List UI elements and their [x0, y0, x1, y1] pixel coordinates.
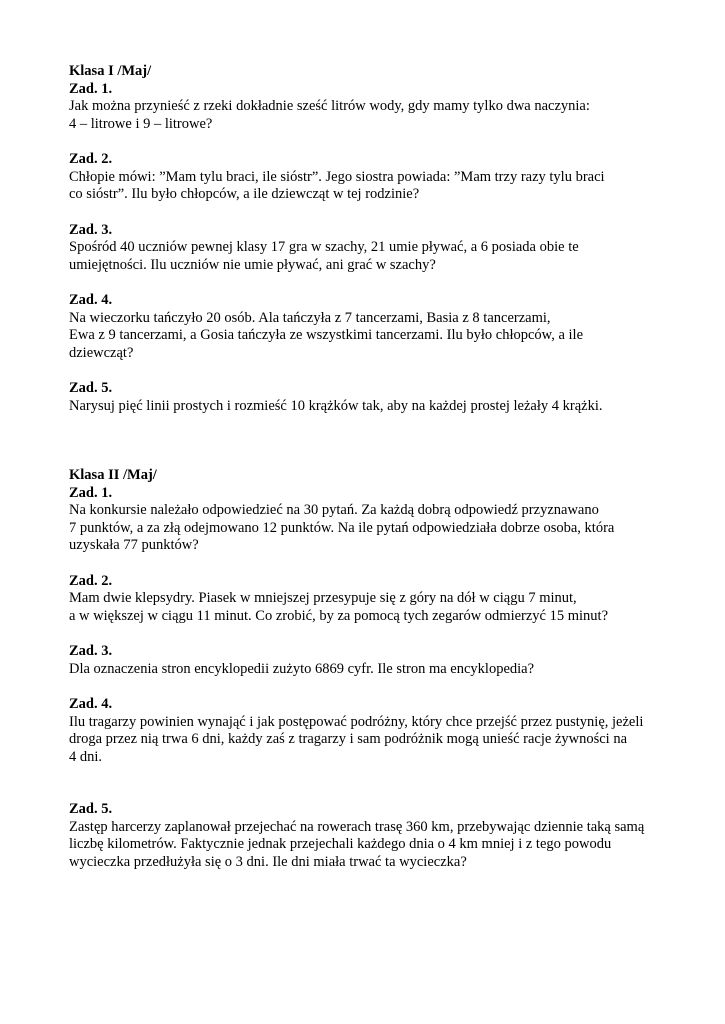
task-text-line: Na konkursie należało odpowiedzieć na 30 pytań. Za każdą dobrą odpowiedź przyznawano [69, 502, 599, 518]
task-text-line: Chłopie mówi: ”Mam tylu braci, ile sióstr”. Jego siostra powiada: ”Mam trzy razy tylu braci [69, 168, 605, 185]
task-title: Zad. 5. [69, 801, 113, 817]
task-text-line: 7 punktów, a za złą odejmowano 12 punktów. Na ile pytań odpowiedziała dobrze osoba, która [69, 519, 615, 536]
task-title: Zad. 2. [69, 572, 113, 589]
task-2 [69, 573, 669, 626]
task-text-line: Zastęp harcerzy zaplanował przejechać na rowerach trasę 360 km, przebywając dziennie taką samą [69, 818, 645, 835]
task-4 [69, 696, 669, 766]
task-text-line: Mam dwie klepsydry. Piasek w mniejszej przesypuje się z góry na dół w ciągu 7 minut, [69, 590, 577, 606]
document-page [69, 63, 669, 889]
task-text-line: Spośród 40 uczniów pewnej klasy 17 gra w szachy, 21 umie pływać, a 6 posiada obie te [69, 239, 579, 255]
task-text-line: Dla oznaczenia stron encyklopedii zużyto 6869 cyfr. Ile stron ma encyklopedia? [69, 660, 535, 677]
section-klasa-1 [69, 63, 669, 415]
task-title: Zad. 4. [69, 696, 113, 712]
task-4 [69, 292, 669, 362]
section-title: Klasa I /Maj/ [69, 63, 152, 79]
task-text-line: Jak można przynieść z rzeki dokładnie sześć litrów wody, gdy mamy tylko dwa naczynia: [69, 98, 590, 114]
task-1 [69, 81, 669, 134]
task-text-line: Na wieczorku tańczyło 20 osób. Ala tańczyła z 7 tancerzami, Basia z 8 tancerzami, [69, 309, 551, 326]
section-spacer [69, 433, 669, 467]
task-text-line: co sióstr”. Ilu było chłopców, a ile dziewcząt w tej rodzinie? [69, 186, 420, 202]
task-text-line: wycieczka przedłużyła się o 3 dni. Ile dni miała trwać ta wycieczka? [69, 853, 467, 870]
task-text-line: Ewa z 9 tancerzami, a Gosia tańczyła ze wszystkimi tancerzami. Ilu było chłopców, a ile [69, 327, 583, 343]
task-2 [69, 151, 669, 204]
task-title: Zad. 3. [69, 643, 113, 659]
task-title: Zad. 1. [69, 80, 113, 97]
task-3 [69, 222, 669, 275]
task-5 [69, 380, 669, 415]
task-title: Zad. 5. [69, 380, 113, 396]
task-text-line: droga przez nią trwa 6 dni, każdy zaś z tragarzy i sam podróżnik mogą unieść racje żywności na [69, 731, 628, 747]
task-title: Zad. 2. [69, 151, 113, 167]
task-text-line: 4 – litrowe i 9 – litrowe? [69, 115, 213, 132]
section-klasa-2 [69, 467, 669, 871]
task-text-line: 4 dni. [69, 748, 103, 765]
task-1 [69, 485, 669, 555]
task-text-line: Narysuj pięć linii prostych i rozmieść 10 krążków tak, aby na każdej prostej leżały 4 krążki. [69, 397, 603, 414]
task-text-line: dziewcząt? [69, 344, 134, 361]
task-5 [69, 801, 669, 871]
task-text-line: a w większej w ciągu 11 minut. Co zrobić, by za pomocą tych zegarów odmierzyć 15 minut? [69, 607, 609, 624]
task-text-line: umiejętności. Ilu uczniów nie umie pływać, ani grać w szachy? [69, 256, 436, 273]
task-text-line: uzyskała 77 punktów? [69, 537, 199, 553]
section-title: Klasa II /Maj/ [69, 467, 157, 483]
task-text-line: Ilu tragarzy powinien wynająć i jak postępować podróżny, który chce przejść przez pustynię, jeżeli [69, 713, 644, 730]
task-3 [69, 643, 669, 678]
task-title: Zad. 1. [69, 484, 113, 501]
task-title: Zad. 4. [69, 292, 113, 308]
task-title: Zad. 3. [69, 221, 113, 238]
task-text-line: liczbę kilometrów. Faktycznie jednak przejechali każdego dnia o 4 km mniej i z tego powodu [69, 836, 612, 852]
